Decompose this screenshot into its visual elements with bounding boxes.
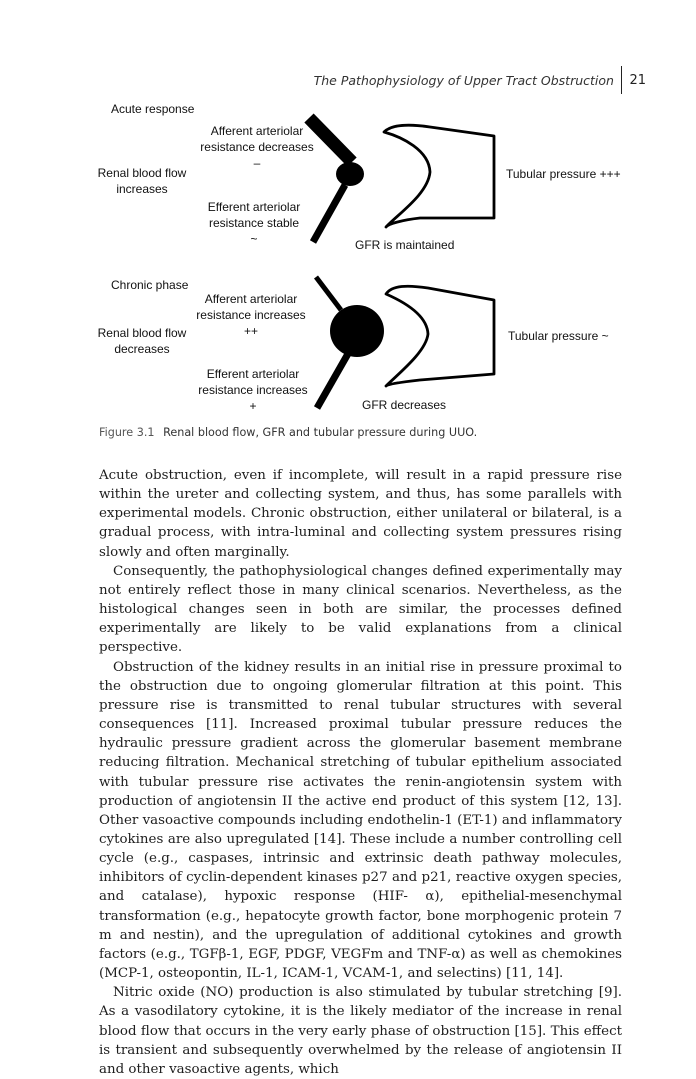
body-text [99, 466, 622, 1079]
chronic-efferent-sign: + [249, 399, 257, 413]
caption-text: Renal blood flow, GFR and tubular pressure during UUO. [163, 426, 478, 439]
chronic-afferent-arteriole [316, 277, 341, 310]
chronic-efferent-label [193, 366, 313, 414]
acute-efferent-label [194, 199, 314, 247]
acute-efferent-line2: resistance stable [208, 216, 300, 230]
acute-rbf-label [92, 165, 192, 197]
chronic-afferent-line2: resistance increases [196, 308, 306, 322]
acute-efferent-arteriole [313, 185, 345, 242]
paragraph: Consequently, the pathophysiological changes defined experimentally may not entirely reflect those in many clinical scenarios. Nevertheless, as the histological changes seen in both are similar, the processes defined experimentally are likely to be valid explanations from a clinical perspective. [99, 563, 622, 656]
acute-phase-label: Acute response [111, 102, 195, 116]
acute-tubule [384, 125, 494, 227]
acute-afferent-line2: resistance decreases [200, 140, 314, 154]
acute-glomerulus [336, 162, 364, 186]
paragraph: Nitric oxide (NO) production is also stimulated by tubular stretching [9]. As a vasodilatory cytokine, it is the likely mediator of the increase in renal blood flow that occurs in the very early phase of obstruction [15]. This effect is transient and subsequently overwhelmed by the release of angiotensin II and other vasoactive agents, which [99, 985, 622, 1077]
chronic-efferent-line2: resistance increases [198, 383, 308, 397]
acute-afferent-label [197, 123, 317, 171]
acute-tubular-label: Tubular pressure +++ [506, 167, 621, 181]
chronic-glomerulus [330, 305, 384, 357]
chronic-rbf-line2: decreases [114, 342, 170, 356]
chronic-tubule [386, 286, 494, 386]
chronic-efferent-line1: Efferent arteriolar [206, 367, 300, 381]
acute-gfr-label: GFR is maintained [355, 238, 455, 252]
chronic-afferent-line1: Afferent arteriolar [204, 292, 298, 306]
acute-afferent-sign: – [253, 156, 261, 170]
chronic-rbf-line1: Renal blood flow [97, 326, 187, 340]
chronic-tubular-label: Tubular pressure ~ [508, 329, 609, 343]
figure-caption [99, 426, 477, 439]
caption-number: Figure 3.1 [99, 426, 155, 439]
running-title: The Pathophysiology of Upper Tract Obstruction [313, 72, 614, 88]
figure-3-1 [0, 0, 696, 420]
acute-efferent-sign: ~ [250, 232, 258, 246]
paragraph: Acute obstruction, even if incomplete, will result in a rapid pressure rise within the ureter and collecting system, and thus, has some parallels with experimental models. Chronic obstruction, either unilateral or bilateral, is a gradual process, with intra-luminal and collecting system pressures rising slowly and often marginally. [99, 468, 622, 560]
acute-afferent-line1: Afferent arteriolar [210, 124, 304, 138]
chronic-phase-label: Chronic phase [111, 278, 189, 292]
chronic-afferent-label [191, 291, 311, 339]
chronic-efferent-arteriole [317, 352, 349, 408]
acute-efferent-line1: Efferent arteriolar [207, 200, 301, 214]
paragraph: Obstruction of the kidney results in an initial rise in pressure proximal to the obstruction due to ongoing glomerular filtration at this point. This pressure rise is transmitted to renal tubular structures with several consequences [11]. Increased proximal tubular pressure reduces the hydraulic pressure gradient across the glomerular basement membrane reducing filtration. Mechanical stretching of tubular epithelium associated with tubular pressure rise activates the renin-angiotensin system with production of angiotensin II the active end product of this system [12, 13]. Other vasoactive compounds including endothelin-1 (ET-1) and inflammatory cytokines are also upregulated [14]. These include a number controlling cell cycle (e.g., caspases, intrinsic and extrinsic death pathway molecules, inhibitors of cyclin-dependent kinases p27 and p21, reactive oxygen species, and catalase), hypoxic response (HIF- α), epithelial-mesenchymal transformation (e.g., hepatocyte growth factor, bone morphogenic protein 7 m and nestin), and the upregulation of additional cytokines and growth factors (e.g., TGFβ-1, EGF, PDGF, VEGFm and TNF-α) as well as chemokines (MCP-1, osteopontin, IL-1, ICAM-1, VCAM-1, and selectins) [11, 14]. [99, 659, 622, 982]
chronic-afferent-sign: ++ [243, 324, 258, 338]
acute-rbf-line1: Renal blood flow [97, 166, 187, 180]
page-number: 21 [629, 72, 646, 88]
figure-diagram [0, 0, 696, 420]
acute-rbf-line2: increases [116, 182, 168, 196]
chronic-gfr-label: GFR decreases [362, 398, 447, 412]
chronic-rbf-label [92, 325, 192, 357]
